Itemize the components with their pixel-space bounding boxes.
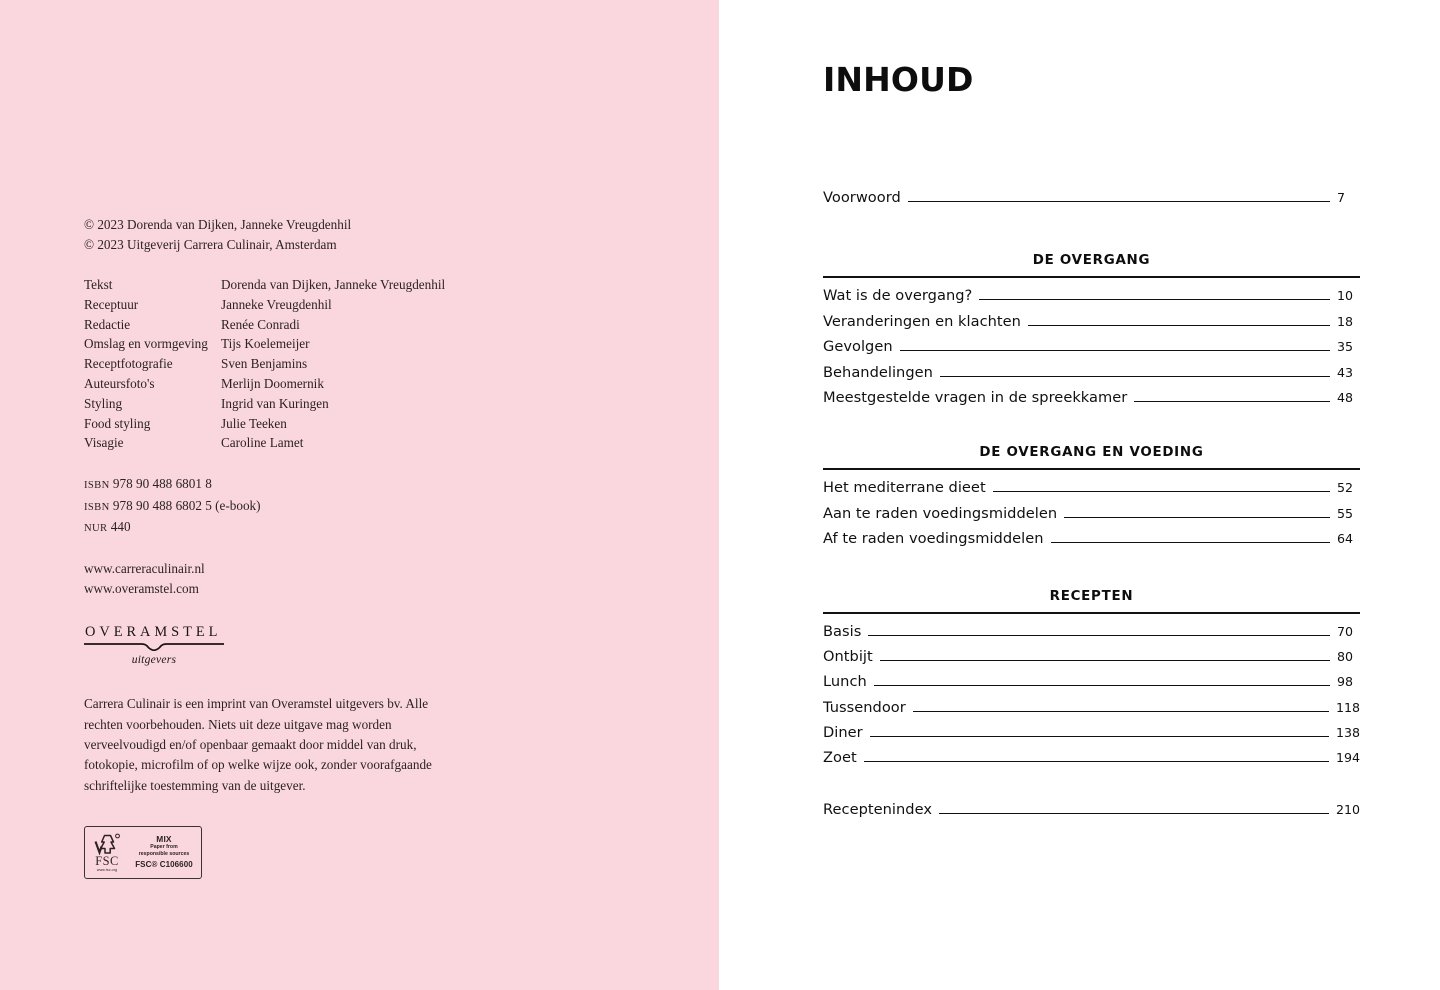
toc-entry-page: 80: [1337, 648, 1354, 664]
toc-leader-line: [1064, 517, 1330, 518]
toc-entry-label: Basis: [823, 622, 862, 640]
identifier-row: [84, 496, 504, 518]
fsc-url-label: www.fsc.org: [96, 868, 118, 873]
toc-section-de-overgang: [823, 253, 1360, 414]
toc-entry-page: 194: [1335, 750, 1360, 766]
spacer: [823, 100, 1360, 189]
credit-role: Redactie: [84, 316, 131, 332]
toc-entry-label: Gevolgen: [823, 338, 893, 356]
legal-notice: Carrera Culinair is een imprint van Overamstel uitgevers bv. Alle rechten voorbehouden. Niets uit deze uitgave mag worden verveelvoudigd en/of openbaar gemaakt door middel van druk, fotokopie, microfilm of op welke wijze ook, zonder voorafgaande schriftelijke toestemming van de uitgever.: [84, 696, 432, 793]
credit-row: [84, 433, 504, 453]
colophon-content: [84, 215, 504, 879]
url-line[interactable]: www.overamstel.com: [84, 580, 199, 596]
identifier-block: [84, 474, 504, 539]
publisher-logo-name: OVERAMSTEL: [85, 624, 222, 641]
toc-leader-line: [993, 491, 1330, 492]
credit-row: [84, 354, 504, 374]
toc-entry-page: 98: [1337, 674, 1354, 690]
toc-leader-line: [1051, 542, 1330, 543]
copyright-line: © 2023 Uitgeverij Carrera Culinair, Amsterdam: [84, 237, 337, 252]
table-of-contents: [823, 60, 1360, 826]
credit-name: Merlijn Doomernik: [221, 375, 324, 391]
section-divider: [823, 468, 1360, 470]
spacer: [823, 214, 1360, 253]
toc-section-heading: DE OVERGANG: [1032, 253, 1151, 269]
credit-row: [84, 275, 504, 295]
copyright-line: © 2023 Dorenda van Dijken, Janneke Vreugdenhil: [84, 217, 352, 232]
section-divider: [823, 276, 1360, 278]
toc-entry-label: Aan te raden voedingsmiddelen: [823, 504, 1058, 522]
toc-entry-label: Zoet: [823, 749, 857, 767]
toc-leader-line: [913, 711, 1329, 712]
credit-name: Dorenda van Dijken, Janneke Vreugdenhil: [221, 277, 446, 292]
toc-leader-line: [940, 376, 1330, 377]
colophon-page: [0, 0, 719, 990]
copyright-block: [84, 215, 504, 255]
url-line[interactable]: www.carreraculinair.nl: [84, 560, 205, 576]
toc-leader-line: [1134, 401, 1330, 402]
credit-row: [84, 414, 504, 434]
toc-entry[interactable]: [823, 479, 1360, 504]
identifier-label: ISBN: [84, 480, 110, 492]
spacer: [823, 556, 1360, 589]
credit-row: [84, 315, 504, 335]
spacer: [823, 775, 1360, 801]
identifier-value: 978 90 488 6801 8: [112, 476, 212, 492]
toc-entry-page: 138: [1335, 725, 1360, 741]
toc-entry-label: Meestgestelde vragen in de spreekkamer: [823, 388, 1128, 406]
credit-row: [84, 394, 504, 414]
fsc-mix-label: MIX: [156, 834, 172, 845]
toc-entry[interactable]: [823, 313, 1360, 338]
toc-leader-line: [908, 201, 1330, 202]
toc-leader-line: [874, 685, 1330, 686]
toc-leader-line: [880, 660, 1330, 661]
toc-entry-page: 48: [1337, 389, 1354, 405]
fsc-code-label: FSC® C106600: [135, 860, 193, 870]
toc-entry-page: 35: [1337, 339, 1354, 355]
toc-entry-page: 70: [1337, 623, 1354, 639]
credit-role: Styling: [84, 395, 123, 411]
toc-entry[interactable]: [823, 389, 1360, 414]
toc-entry-page: 7: [1337, 190, 1346, 205]
toc-entry-page: 210: [1335, 801, 1360, 817]
toc-entry[interactable]: [823, 699, 1360, 724]
toc-entry-label: Af te raden voedingsmiddelen: [823, 530, 1044, 548]
credit-role: Visagie: [84, 435, 124, 451]
toc-leader-line: [870, 736, 1329, 737]
fsc-text-block: [129, 827, 201, 878]
toc-entry-page: 55: [1337, 505, 1354, 521]
page-title: INHOUD: [823, 60, 974, 99]
toc-entry[interactable]: [823, 530, 1360, 555]
toc-entry-label: Het mediterrane dieet: [823, 479, 986, 497]
toc-section-heading: RECEPTEN: [1049, 588, 1134, 604]
credit-role: Receptuur: [84, 296, 139, 312]
credit-name: Renée Conradi: [221, 316, 300, 332]
toc-entry-page: 43: [1337, 364, 1354, 380]
identifier-value: 978 90 488 6802 5 (e-book): [112, 497, 261, 513]
publisher-logo-subtitle: uitgevers: [131, 653, 177, 667]
toc-leader-line: [900, 350, 1330, 351]
credit-row: [84, 334, 504, 354]
credit-name: Ingrid van Kuringen: [221, 395, 329, 411]
toc-entry[interactable]: [823, 724, 1360, 749]
fsc-description-line-2: responsible sources: [138, 850, 190, 857]
toc-entry-label: Veranderingen en klachten: [823, 312, 1021, 330]
credits-list: [84, 275, 504, 453]
toc-entry[interactable]: [823, 673, 1360, 698]
toc-section-recepten: [823, 589, 1360, 775]
toc-leader-line: [979, 299, 1330, 300]
credit-name: Janneke Vreugdenhil: [221, 296, 332, 312]
toc-entry-label: Tussendoor: [823, 698, 906, 716]
credit-name: Sven Benjamins: [221, 356, 308, 372]
fsc-mark-block: [85, 827, 129, 878]
identifier-value: 440: [110, 519, 131, 535]
credit-role: Receptfotografie: [84, 356, 173, 372]
toc-entry-page: 52: [1337, 480, 1354, 496]
toc-leader-line: [939, 813, 1329, 814]
credit-row: [84, 374, 504, 394]
toc-entry[interactable]: [823, 287, 1360, 312]
toc-entry-label: Lunch: [823, 673, 867, 691]
toc-entry[interactable]: [823, 364, 1360, 389]
credit-name: Caroline Lamet: [221, 435, 304, 451]
section-divider: [823, 612, 1360, 614]
credit-name: Tijs Koelemeijer: [221, 336, 310, 352]
toc-entry[interactable]: [823, 338, 1360, 363]
fsc-mark-label: FSC: [95, 854, 119, 869]
toc-entry-receptenindex[interactable]: [823, 801, 1360, 826]
credit-name: Julie Teeken: [221, 415, 287, 431]
toc-entry-page: 18: [1337, 313, 1354, 329]
fsc-description-line-1: Paper from: [150, 844, 178, 851]
toc-entry-label: Receptenindex: [823, 800, 932, 818]
toc-entry-label: Diner: [823, 724, 863, 742]
identifier-row: [84, 517, 504, 539]
toc-leader-line: [864, 761, 1329, 762]
toc-entry-label: Wat is de overgang?: [823, 287, 973, 305]
fsc-badge: [84, 826, 202, 879]
contents-page: [719, 0, 1440, 990]
toc-entry-voorwoord[interactable]: [823, 189, 1360, 214]
identifier-label: ISBN: [84, 501, 110, 513]
toc-leader-line: [1028, 325, 1330, 326]
spacer: [823, 414, 1360, 445]
toc-entry[interactable]: [823, 749, 1360, 774]
credit-row: [84, 295, 504, 315]
toc-entry[interactable]: [823, 623, 1360, 648]
toc-entry[interactable]: [823, 505, 1360, 530]
toc-leader-line: [868, 635, 1330, 636]
toc-entry-page: 118: [1335, 699, 1360, 715]
toc-entry-page: 64: [1337, 531, 1354, 547]
toc-entry-page: 10: [1337, 288, 1354, 304]
toc-section-de-overgang-en-voeding: [823, 445, 1360, 555]
publisher-logo: [84, 624, 224, 670]
identifier-row: [84, 474, 504, 496]
credit-role: Auteursfoto's: [84, 375, 155, 391]
publisher-urls: [84, 559, 504, 598]
identifier-label: NUR: [84, 523, 108, 535]
toc-entry-label: Voorwoord: [823, 189, 901, 206]
fsc-tree-icon: [92, 833, 122, 855]
toc-entry-label: Behandelingen: [823, 363, 933, 381]
toc-entry-label: Ontbijt: [823, 647, 873, 665]
toc-entry[interactable]: [823, 648, 1360, 673]
credit-role: Tekst: [84, 277, 113, 292]
toc-section-heading: DE OVERGANG EN VOEDING: [979, 445, 1204, 461]
credit-role: Omslag en vormgeving: [84, 336, 208, 352]
credit-role: Food styling: [84, 415, 151, 431]
